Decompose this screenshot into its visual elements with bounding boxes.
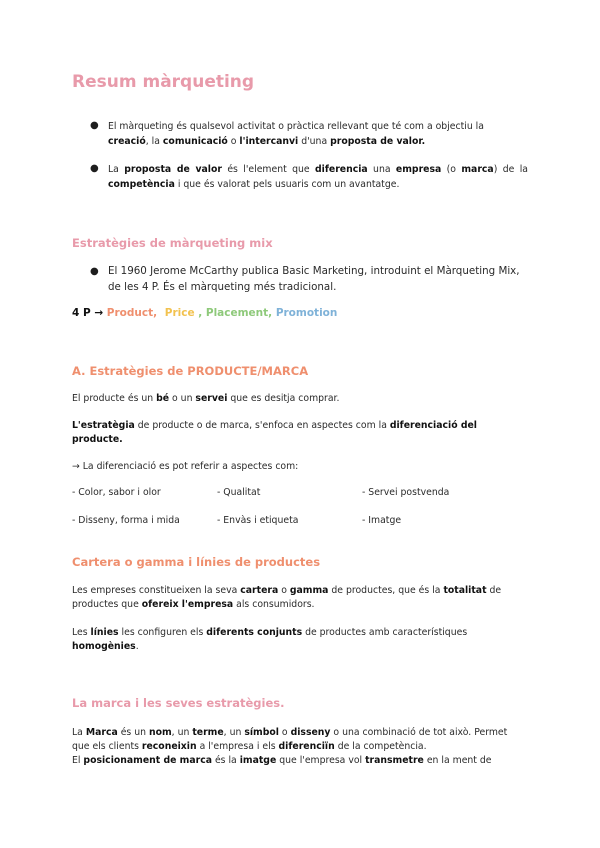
- aspect-item: - Imatge: [362, 515, 402, 526]
- four-p-line: [72, 307, 337, 319]
- four-p-product: Product,: [106, 307, 158, 319]
- aspect-item: - Servei postvenda: [362, 487, 450, 498]
- bullet-dot: ●: [90, 266, 99, 277]
- four-p-price: Price: [164, 307, 195, 319]
- intro-bullet-2: La proposta de valor és l'element que diferencia una empresa (o marca) de la competència i que és valorat pels usuaris com un avantatge.: [108, 164, 528, 190]
- section-heading-marca: La marca i les seves estratègies.: [72, 696, 285, 710]
- cartera-paragraph-2: Les línies les configuren els diferents conjunts de productes amb característiques homogènies.: [72, 627, 468, 652]
- four-p-placement: , Placement,: [198, 307, 273, 319]
- marca-paragraph: La Marca és un nom, un terme, un símbol o disseny o una combinació de tot això. Permet que els clients reconeixin a l'empresa i els diferenciïn de la competència. El posicionament de marca és la imatge que l'empresa vol transmetre en la ment de: [72, 727, 508, 766]
- aspect-item: - Disseny, forma i mida: [72, 515, 180, 526]
- four-p-lead: 4 P →: [72, 307, 104, 319]
- section-heading-mix: Estratègies de màrqueting mix: [72, 236, 273, 250]
- producte-def: El producte és un bé o un servei que es desitja comprar.: [72, 393, 340, 404]
- aspect-item: - Envàs i etiqueta: [217, 515, 299, 526]
- four-p-promotion: Promotion: [275, 307, 338, 319]
- page-title: Resum màrqueting: [72, 72, 255, 92]
- section-heading-cartera: Cartera o gamma i línies de productes: [72, 555, 321, 569]
- producte-estrategia: L'estratègia de producte o de marca, s'enfoca en aspectes com la diferenciació del producte.: [72, 420, 477, 445]
- cartera-paragraph-1: Les empreses constitueixen la seva cartera o gamma de productes, que és la totalitat de productes que ofereix l'empresa als consumidors.: [72, 585, 502, 610]
- aspect-item: - Qualitat: [217, 487, 261, 498]
- aspect-item: - Color, sabor i olor: [72, 487, 161, 498]
- producte-diferenciacio: → La diferenciació es pot referir a aspectes com:: [72, 461, 299, 472]
- intro-bullet-1: El màrqueting és qualsevol activitat o pràctica rellevant que té com a objectiu la creació, la comunicació o l'intercanvi d'una proposta de valor.: [108, 121, 484, 147]
- bullet-dot: ●: [90, 120, 99, 131]
- section-heading-producte: A. Estratègies de PRODUCTE/MARCA: [72, 364, 309, 378]
- bullet-dot: ●: [90, 163, 99, 174]
- mix-bullet: El 1960 Jerome McCarthy publica Basic Marketing, introduint el Màrqueting Mix, de les 4 P. És el màrqueting més tradicional.: [108, 265, 520, 293]
